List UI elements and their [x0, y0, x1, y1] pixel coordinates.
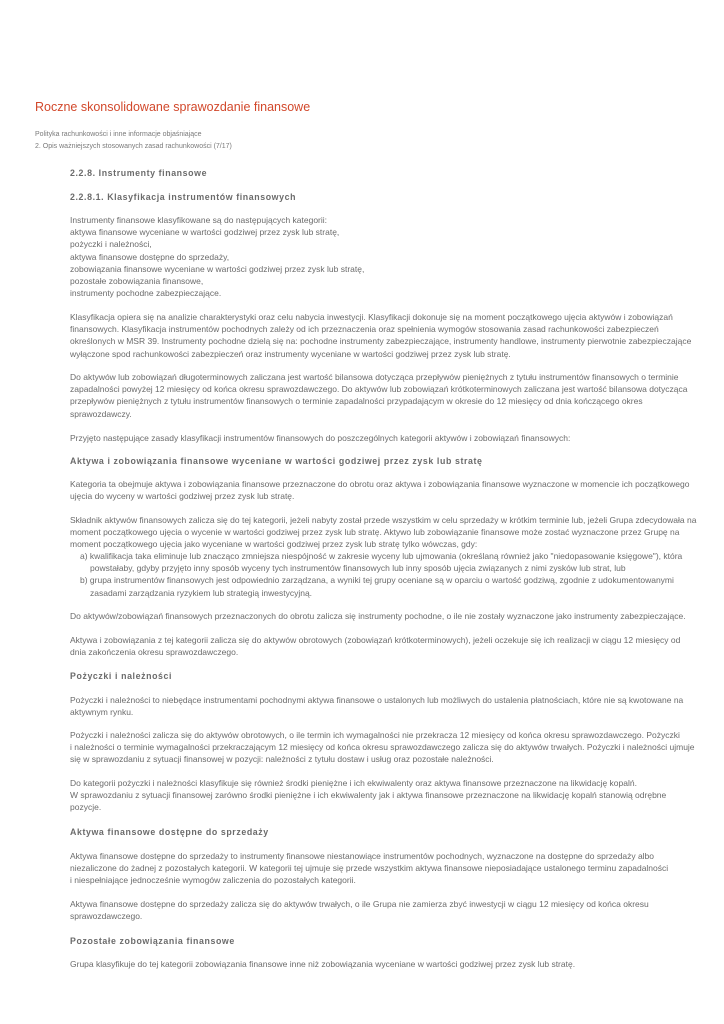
- text-line: i należności o terminie wymagalności przekraczającym 12 miesięcy od końca okresu sprawozdawczego zalicza się do aktywów trwałych. Pożyczki i należności ujmuje: [70, 742, 695, 753]
- text-line: zasadami zarządzania ryzykiem lub strategią inwestycyjną.: [90, 587, 313, 598]
- paragraph-current-assets: [70, 634, 724, 658]
- text-line: W sprawozdaniu z sytuacji finansowej zarówno środki pieniężne i ich ekwiwalenty jak i aktywa finansowe przeznaczone na likwidację kopalń stanowią odrębne: [70, 790, 667, 801]
- text-line: pozostałe zobowiązania finansowe,: [70, 276, 204, 287]
- text-line: się w sprawozdaniu z sytuacji finansowej w pozycji: należności z tytułu dostaw i usług oraz pozostałe należności.: [70, 754, 494, 765]
- paragraph-fvtpl-designation: [70, 514, 724, 551]
- text-line: Klasyfikacja opiera się na analizie charakterystyki oraz celu nabycia inwestycji. Klasyfikacji dokonuje się na moment początkowego ujęcia aktywów i zobowiązań: [70, 312, 673, 322]
- text-line: Aktywa i zobowiązania z tej kategorii zalicza się do aktywów obrotowych (zobowiązań krótkoterminowych), jeżeli oczekuje się ich realizacji w ciągu 12 miesięcy od: [70, 635, 681, 645]
- paragraph-afs-definition: [70, 850, 724, 887]
- text-line: przepływów pieniężnych z tytułu instrumentów finansowych o terminie zapadalności przypadającym w okresie do 12 miesięcy od dnia kończącego okres: [70, 396, 643, 407]
- breadcrumb-line-1: Polityka rachunkowości i inne informacje objaśniające: [35, 131, 202, 138]
- heading-2-2-8: 2.2.8. Instrumenty finansowe: [70, 168, 208, 178]
- heading-fvtpl: Aktywa i zobowiązania finansowe wyceniane w wartości godziwej przez zysk lub stratę: [70, 456, 483, 466]
- text-line: aktywa finansowe wyceniane w wartości godziwej przez zysk lub stratę,: [70, 227, 340, 238]
- paragraph-principles: [70, 432, 724, 444]
- paragraph-categories: [70, 214, 724, 299]
- paragraph-loans-definition: [70, 694, 724, 718]
- paragraph-maturity: [70, 371, 724, 420]
- text-line: zapadalności powyżej 12 miesięcy od końca okresu sprawozdawczego. Do aktywów lub zobowiązań krótkoterminowych zaliczana jest wartość bilansowa dotycząca: [70, 384, 688, 395]
- text-line: moment początkowego ujęcia jako wyceniane w wartości godziwej przez zysk lub stratę tylko wówczas, gdy:: [70, 539, 478, 550]
- text-line: sprawozdawczego.: [70, 911, 143, 922]
- text-line: Pożyczki i należności zalicza się do aktywów obrotowych, o ile termin ich wymagalności nie przekracza 12 miesięcy od końca okresu sprawozdawczego. Pożyczki: [70, 730, 680, 740]
- text-line: finansowych. Klasyfikacja instrumentów pochodnych zależy od ich przeznaczenia oraz spełnienia wymogów stosowania zasad rachunkowości zabezpieczeń: [70, 324, 659, 335]
- paragraph-other-liabilities: [70, 958, 724, 970]
- paragraph-afs-noncurrent: [70, 898, 724, 922]
- text-line: Aktywa finansowe dostępne do sprzedaży to instrumenty finansowe niestanowiące instrumentów pochodnych, wyznaczone na dostępne do sprzedaży albo: [70, 851, 655, 861]
- text-line: niezaliczone do żadnej z pozostałych kategorii. W kategorii tej ujmuje się przede wszystkim aktywa finansowe nieposiadające ustalonego terminu zapadalności: [70, 863, 669, 874]
- heading-afs: Aktywa finansowe dostępne do sprzedaży: [70, 827, 269, 837]
- text-line: a) kwalifikacja taka eliminuje lub znacząco zmniejsza niespójność w zakresie wyceny lub ujmowania (określaną również jako "niedopasowanie księgowe"), która: [80, 551, 683, 561]
- paragraph-fvtpl-scope: [70, 478, 724, 502]
- paragraph-classification-basis: [70, 311, 724, 360]
- paragraph-derivatives: [70, 610, 724, 622]
- text-line: aktywnym rynku.: [70, 707, 134, 718]
- text-line: Aktywa finansowe dostępne do sprzedaży zalicza się do aktywów trwałych, o ile Grupa nie zamierza zbyć inwestycji w ciągu 12 miesięcy od końca okresu: [70, 899, 649, 909]
- paragraph-loans-cash: [70, 777, 724, 814]
- text-line: Grupa klasyfikuje do tej kategorii zobowiązania finansowe inne niż zobowiązania wyceniane w wartości godziwej przez zysk lub stratę.: [70, 959, 576, 969]
- text-line: moment początkowego ujęcia o wycenie w wartości godziwej przez zysk lub stratę. Aktywo lub zobowiązanie finansowe może zostać wyznaczone przez Grupę na: [70, 527, 680, 538]
- text-line: b) grupa instrumentów finansowych jest odpowiednio zarządzana, a wyniki tej grupy oceniane są w oparciu o wartość godziwą, zgodnie z udokumentowanymi: [80, 575, 674, 586]
- heading-loans: Pożyczki i należności: [70, 671, 173, 681]
- list-item: [70, 574, 724, 598]
- breadcrumb-line-2: 2. Opis ważniejszych stosowanych zasad rachunkowości (7/17): [35, 142, 232, 150]
- text-line: określonych w MSR 39. Instrumenty pochodne dzielą się na: pochodne instrumenty zabezpieczające, instrumenty handlowe, instrumenty pierwotnie zabezpieczające: [70, 336, 692, 347]
- text-line: i niespełniające jednocześnie wymogów zaliczenia do pozostałych kategorii.: [70, 875, 356, 886]
- paragraph-loans-classification: [70, 729, 724, 766]
- text-line: Do kategorii pożyczki i należności klasyfikuje się również środki pieniężne i ich ekwiwalenty oraz aktywa finansowe przeznaczone na likwidację kopalń.: [70, 778, 637, 788]
- text-line: Do aktywów lub zobowiązań długoterminowych zaliczana jest wartość bilansowa dotycząca przepływów pieniężnych z tytułu instrumentów finansowych o terminie: [70, 372, 679, 382]
- breadcrumb: [35, 129, 232, 152]
- text-line: aktywa finansowe dostępne do sprzedaży,: [70, 251, 230, 262]
- text-line: Instrumenty finansowe klasyfikowane są do następujących kategorii:: [70, 215, 328, 225]
- text-line: pożyczki i należności,: [70, 239, 152, 250]
- heading-other-liabilities: Pozostałe zobowiązania finansowe: [70, 936, 235, 946]
- list-item: [70, 550, 724, 574]
- text-line: sprawozdawczy.: [70, 408, 132, 419]
- text-line: ujęcia do wyceny w wartości godziwej przez zysk lub stratę.: [70, 491, 295, 502]
- text-line: Składnik aktywów finansowych zalicza się do tej kategorii, jeżeli nabyty został przede wszystkim w celu sprzedaży w krótkim terminie lub, jeżeli Grupa zdecydowała na: [70, 515, 697, 525]
- text-line: powstałaby, gdyby przyjęto inny sposób wyceny tych instrumentów finansowych lub inny sposób ujęcia związanych z nimi zysków lub strat, lub: [90, 563, 626, 574]
- document-title: Roczne skonsolidowane sprawozdanie finansowe: [35, 100, 311, 114]
- text-line: Kategoria ta obejmuje aktywa i zobowiązania finansowe przeznaczone do obrotu oraz aktywa i zobowiązania finansowe wyznaczone w momencie ich początkowego: [70, 479, 690, 489]
- text-line: instrumenty pochodne zabezpieczające.: [70, 288, 222, 299]
- text-line: dnia zakończenia okresu sprawozdawczego.: [70, 647, 239, 658]
- text-line: zobowiązania finansowe wyceniane w wartości godziwej przez zysk lub stratę,: [70, 263, 365, 274]
- text-line: Przyjęto następujące zasady klasyfikacji instrumentów finansowych do poszczególnych kategorii aktywów i zobowiązań finansowych:: [70, 433, 571, 443]
- text-line: wyłączone spod rachunkowości zabezpieczeń oraz instrumenty wyceniane w wartości godziwej przez zysk lub stratę.: [70, 348, 511, 359]
- text-line: Pożyczki i należności to niebędące instrumentami pochodnymi aktywa finansowe o ustalonych lub możliwych do ustalenia płatnościach, które nie są kwotowane na: [70, 695, 684, 705]
- text-line: pozycje.: [70, 802, 102, 813]
- text-line: Do aktywów/zobowiązań finansowych przeznaczonych do obrotu zalicza się instrumenty pochodne, o ile nie zostały wyznaczone jako instrumenty zabezpieczające.: [70, 611, 686, 621]
- heading-2-2-8-1: 2.2.8.1. Klasyfikacja instrumentów finansowych: [70, 192, 297, 202]
- conditions-list: [70, 550, 724, 599]
